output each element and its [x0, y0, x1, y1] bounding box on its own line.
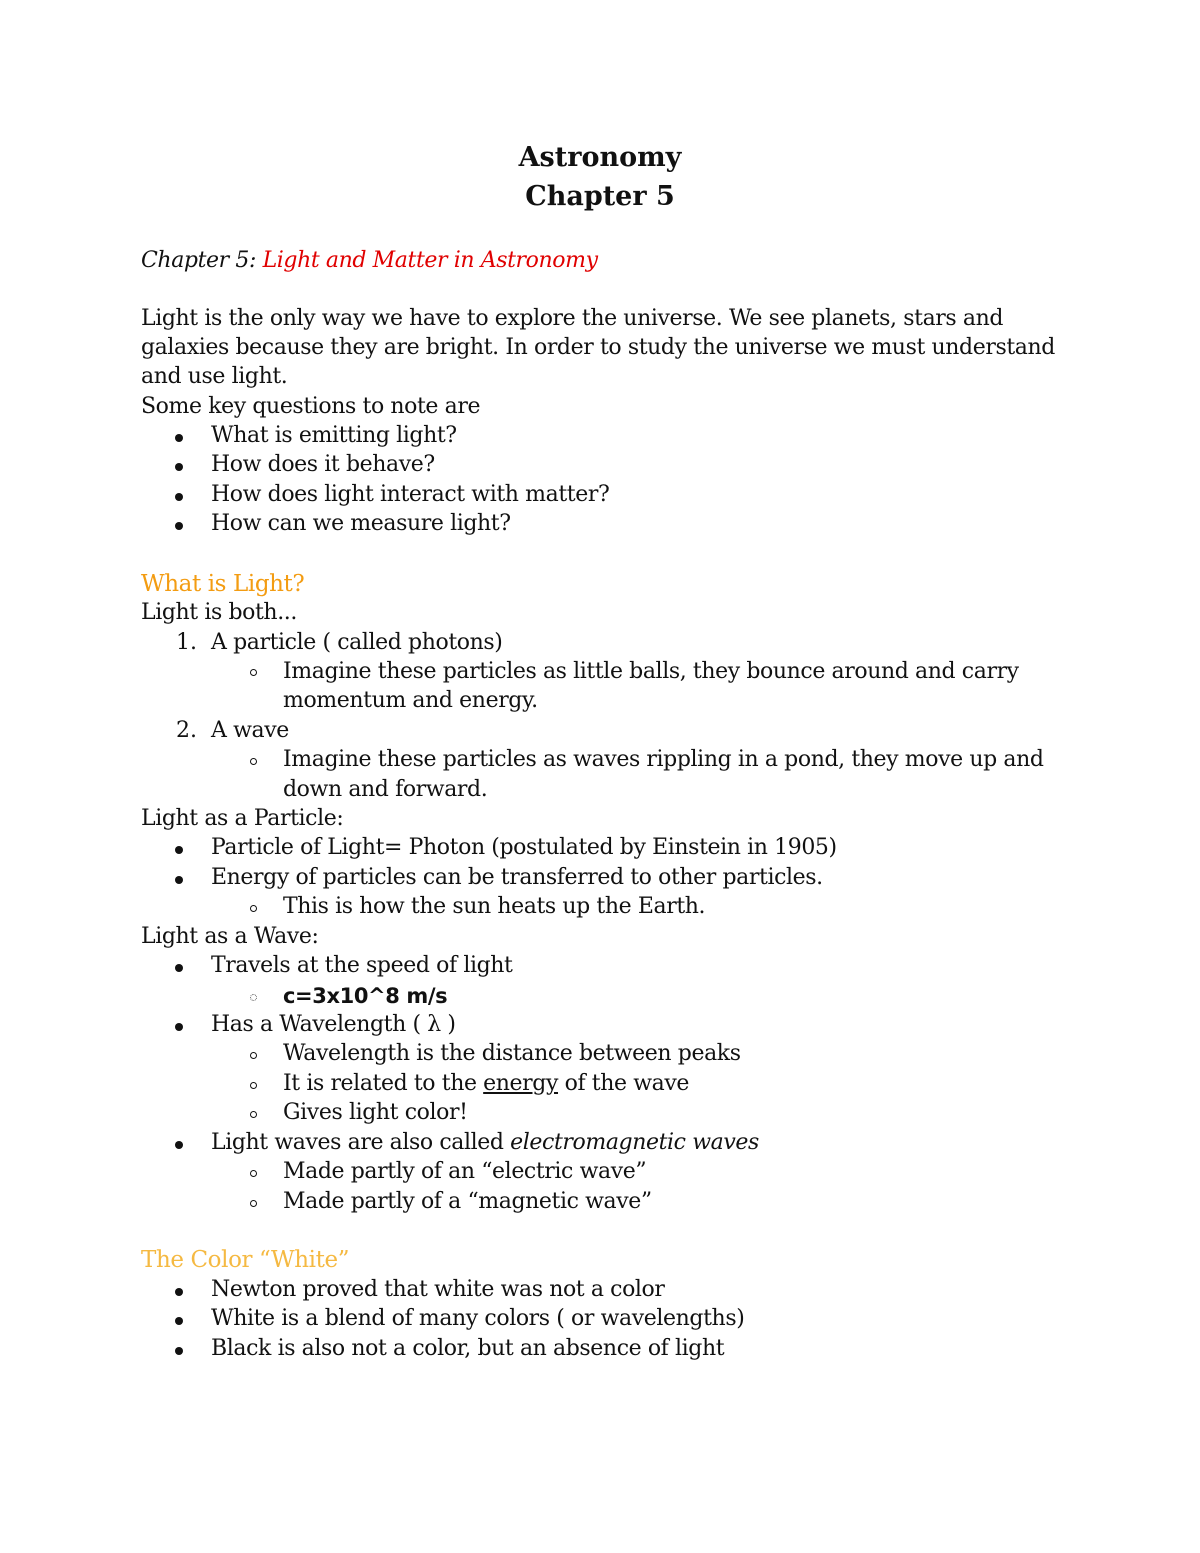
bullet-icon	[175, 876, 183, 884]
key-question-1: What is emitting light?	[211, 423, 457, 448]
intro-line-2: galaxies because they are bright. In order to study the universe we must understand	[141, 335, 1055, 360]
bullet-icon	[175, 1141, 183, 1149]
wave-bullet-2: Has a Wavelength ( λ )	[211, 1012, 456, 1037]
document-subtitle: Chapter 5	[525, 181, 675, 212]
speed-of-light-formula: c=3x10^8 m/s	[283, 984, 448, 1008]
circle-bullet-icon	[250, 669, 257, 676]
circle-bullet-icon	[250, 1082, 257, 1089]
wave-desc-2: down and forward.	[283, 777, 488, 802]
bullet-icon	[175, 1347, 183, 1355]
particle-bullet-2: Energy of particles can be transferred to other particles.	[211, 865, 823, 890]
wavelength-sub-2	[283, 1069, 689, 1099]
bullet-icon	[175, 463, 183, 471]
wave-label: Light as a Wave:	[141, 924, 319, 949]
wave-desc-1: Imagine these particles as waves rippling in a pond, they move up and	[283, 747, 1044, 772]
white-bullet-3: Black is also not a color, but an absence of light	[211, 1336, 725, 1361]
wave-bullet-1: Travels at the speed of light	[211, 953, 513, 978]
particle-bullet-1: Particle of Light= Photon (postulated by Einstein in 1905)	[211, 835, 837, 860]
chapter-prefix: Chapter 5:	[141, 248, 263, 273]
list-number: 2.	[176, 718, 197, 743]
circle-bullet-icon	[250, 1170, 257, 1177]
intro-line-1: Light is the only way we have to explore the universe. We see planets, stars and	[141, 306, 1004, 331]
bullet-icon	[175, 1288, 183, 1296]
key-question-4: How can we measure light?	[211, 511, 511, 536]
key-questions-label: Some key questions to note are	[141, 394, 481, 419]
light-is-both: Light is both...	[141, 600, 297, 625]
circle-bullet-icon	[250, 994, 257, 1001]
particle-sub-1: This is how the sun heats up the Earth.	[283, 894, 706, 919]
key-question-3: How does light interact with matter?	[211, 482, 610, 507]
bullet-icon	[175, 1023, 183, 1031]
circle-bullet-icon	[250, 758, 257, 765]
section-heading-white: The Color “White”	[141, 1247, 350, 1273]
wave-bullet-3	[211, 1128, 759, 1158]
circle-bullet-icon	[250, 1111, 257, 1118]
text-segment: It is related to the	[283, 1071, 484, 1096]
bullet-icon	[175, 1317, 183, 1325]
particle-label: Light as a Particle:	[141, 806, 344, 831]
bullet-icon	[175, 964, 183, 972]
document-title: Astronomy	[518, 142, 682, 173]
chapter-title: Light and Matter in Astronomy	[262, 248, 598, 273]
section-heading-what-is-light: What is Light?	[141, 571, 305, 597]
bullet-icon	[175, 493, 183, 501]
circle-bullet-icon	[250, 905, 257, 912]
bullet-icon	[175, 434, 183, 442]
white-bullet-1: Newton proved that white was not a color	[211, 1277, 665, 1302]
list-number: 1.	[176, 630, 197, 655]
chapter-line	[141, 246, 598, 276]
underlined-energy: energy	[483, 1071, 559, 1096]
text-segment: of the wave	[558, 1071, 690, 1096]
circle-bullet-icon	[250, 1200, 257, 1207]
key-question-2: How does it behave?	[211, 452, 435, 477]
white-bullet-2: White is a blend of many colors ( or wavelengths)	[211, 1306, 745, 1331]
circle-bullet-icon	[250, 1052, 257, 1059]
item-particle: A particle ( called photons)	[211, 630, 503, 655]
emphasis-text: electromagnetic waves	[510, 1130, 759, 1155]
bullet-icon	[175, 846, 183, 854]
item-wave: A wave	[211, 718, 289, 743]
intro-line-3: and use light.	[141, 364, 288, 389]
wavelength-sub-3: Gives light color!	[283, 1100, 468, 1125]
em-sub-2: Made partly of a “magnetic wave”	[283, 1189, 652, 1214]
bullet-icon	[175, 522, 183, 530]
wavelength-sub-1: Wavelength is the distance between peaks	[283, 1041, 741, 1066]
particle-desc-2: momentum and energy.	[283, 688, 538, 713]
em-sub-1: Made partly of an “electric wave”	[283, 1159, 647, 1184]
text-segment: Light waves are also called	[211, 1130, 511, 1155]
particle-desc-1: Imagine these particles as little balls, they bounce around and carry	[283, 659, 1019, 684]
